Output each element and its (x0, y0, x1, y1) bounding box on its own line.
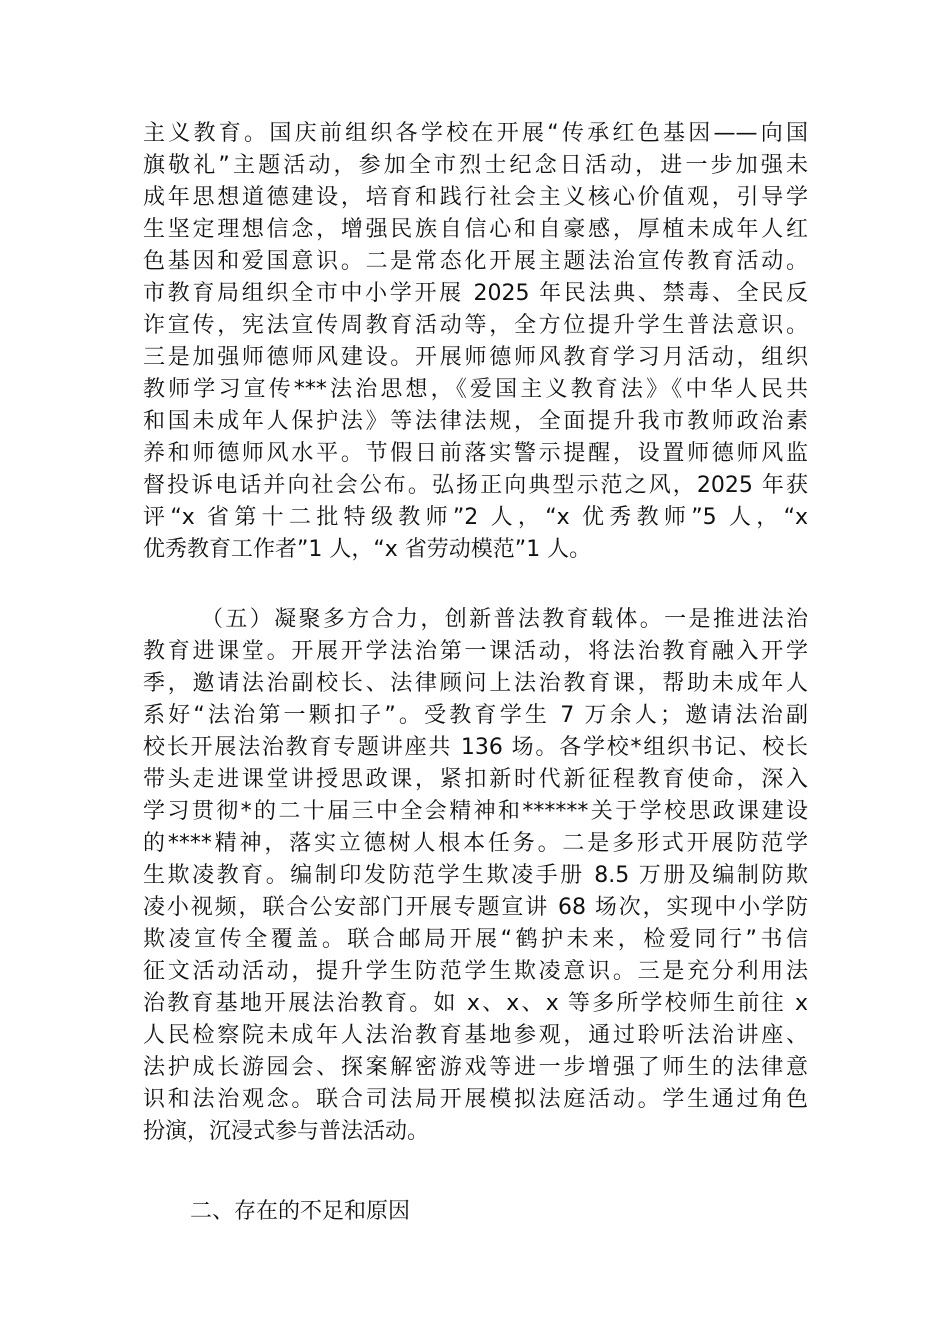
text-line: 优秀教育工作者”1 人，“x 省劳动模范”1 人。 (143, 537, 592, 562)
text-line: 三是加强师德师风建设。开展师德师风教育学习月活动，组织 (143, 345, 808, 370)
text-line: 诈宣传，宪法宣传周教育活动等，全方位提升学生普法意识。 (143, 313, 808, 338)
text-line: 主义教育。国庆前组织各学校在开展“传承红色基因——向国 (143, 121, 808, 146)
text-line: 生坚定理想信念，增强民族自信心和自豪感，厚植未成年人红 (143, 217, 808, 242)
text-line: 教师学习宣传***法治思想，《爱国主义教育法》《中华人民共 (143, 377, 808, 402)
text-line: 凌小视频，联合公安部门开展专题宣讲 68 场次，实现中小学防 (143, 895, 808, 920)
text-line: 识和法治观念。联合司法局开展模拟法庭活动。学生通过角色 (143, 1087, 808, 1112)
text-line: 养和师德师风水平。节假日前落实警示提醒，设置师德师风监 (143, 441, 808, 466)
text-line: 评“x 省第十二批特级教师”2 人，“x 优秀教师”5 人，“x (143, 505, 808, 530)
text-line: （五）凝聚多方合力，创新普法教育载体。一是推进法治 (201, 607, 808, 632)
text-line: 成年思想道德建设，培育和践行社会主义核心价值观，引导学 (143, 185, 808, 210)
text-line: 治教育基地开展法治教育。如 x、x、x 等多所学校师生前往 x (143, 991, 808, 1016)
text-line: 扮演，沉浸式参与普法活动。 (143, 1119, 430, 1144)
paragraph-patriotic-education (143, 118, 808, 566)
text-line: 教育进课堂。开展开学法治第一课活动，将法治教育融入开学 (143, 639, 808, 664)
text-line: 和国未成年人保护法》等法律法规，全面提升我市教师政治素 (143, 409, 808, 434)
text-line: 色基因和爱国意识。二是常态化开展主题法治宣传教育活动。 (143, 249, 808, 274)
text-line: 的****精神，落实立德树人根本任务。二是多形式开展防范学 (143, 831, 808, 856)
text-line: 欺凌宣传全覆盖。联合邮局开展“鹤护未来，检爱同行”书信 (143, 927, 808, 952)
text-line: 征文活动活动，提升学生防范学生欺凌意识。三是充分利用法 (143, 959, 808, 984)
text-line: 督投诉电话并向社会公布。弘扬正向典型示范之风，2025 年获 (143, 473, 808, 498)
paragraph-legal-education-carriers (143, 604, 808, 1148)
text-line: 旗敬礼”主题活动，参加全市烈士纪念日活动，进一步加强未 (143, 153, 808, 178)
text-line: 生欺凌教育。编制印发防范学生欺凌手册 8.5 万册及编制防欺 (143, 863, 808, 888)
text-line: 校长开展法治教育专题讲座共 136 场。各学校*组织书记、校长 (143, 735, 808, 760)
text-line: 季，邀请法治副校长、法律顾问上法治教育课，帮助未成年人 (143, 671, 808, 696)
section-heading: 二、存在的不足和原因 (190, 1199, 411, 1224)
text-line: 法护成长游园会、探案解密游戏等进一步增强了师生的法律意 (143, 1055, 808, 1080)
text-line: 带头走进课堂讲授思政课，紧扣新时代新征程教育使命，深入 (143, 767, 808, 792)
text-line: 系好“法治第一颗扣子”。受教育学生 7 万余人；邀请法治副 (143, 703, 808, 728)
text-line: 学习贯彻*的二十届三中全会精神和******关于学校思政课建设 (143, 799, 808, 824)
text-line: 人民检察院未成年人法治教育基地参观，通过聆听法治讲座、 (143, 1023, 808, 1048)
text-line: 市教育局组织全市中小学开展 2025 年民法典、禁毒、全民反 (143, 281, 808, 306)
